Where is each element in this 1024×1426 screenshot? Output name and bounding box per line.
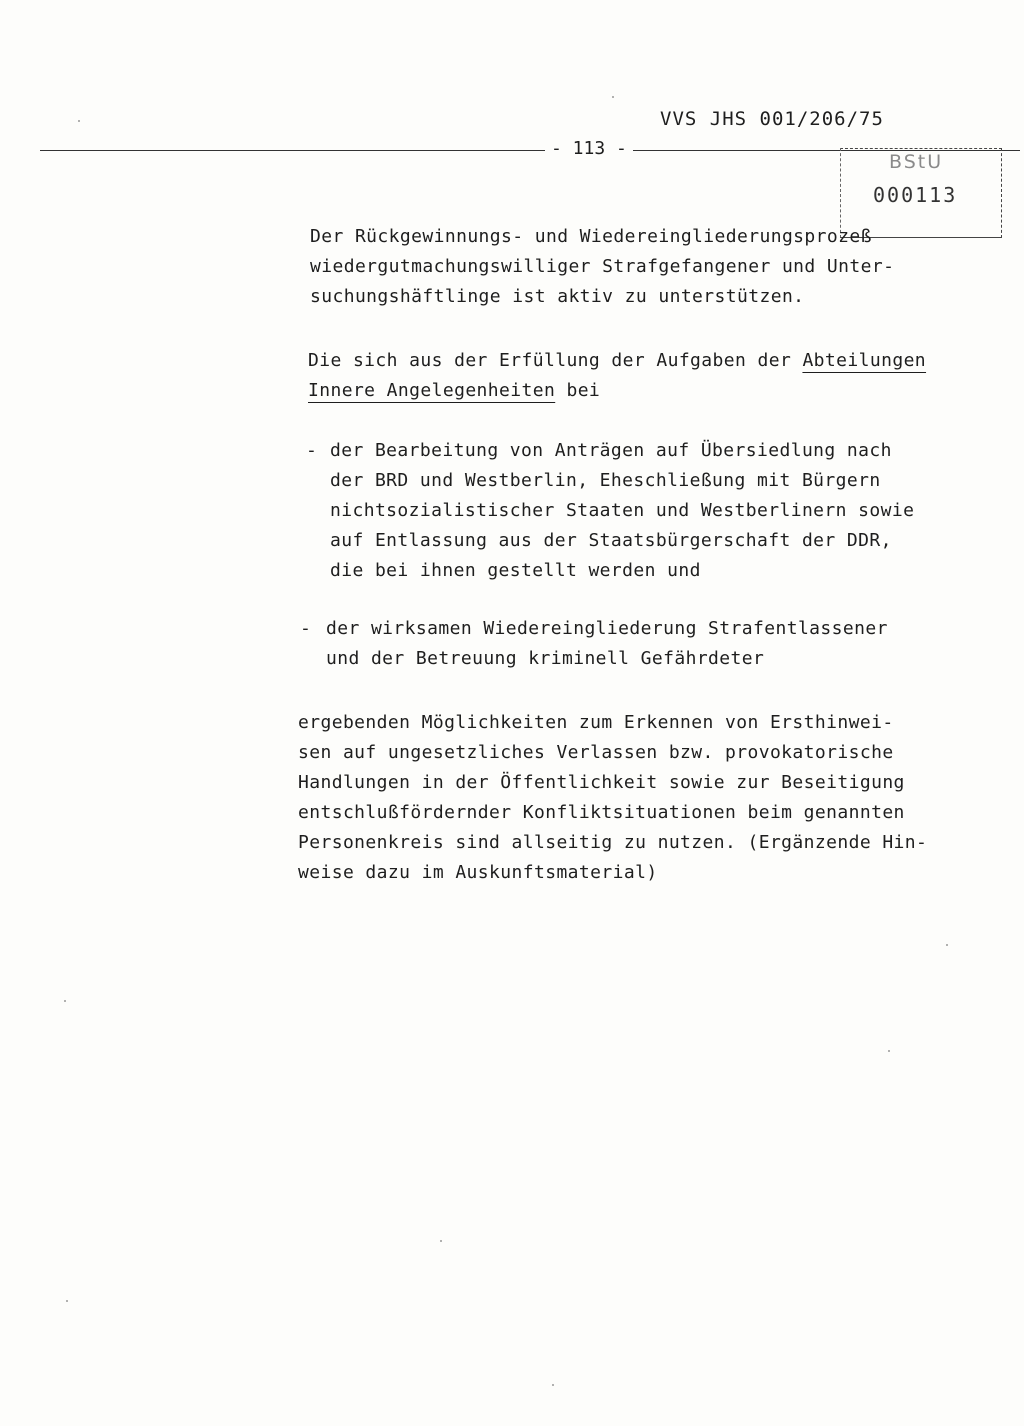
paragraph-2-line-1-start: Die sich aus der Erfüllung der Aufgaben der: [308, 350, 803, 371]
bullet-1-line-2: der BRD und Westberlin, Eheschließung mit Bürgern: [330, 470, 881, 491]
bullet-1-line-4: auf Entlassung aus der Staatsbürgerschaft der DDR,: [330, 530, 892, 551]
scan-speck: [612, 96, 614, 98]
paragraph-1-line-1: Der Rückgewinnungs- und Wiedereingliederungsprozeß: [310, 226, 872, 247]
scan-speck: [888, 1050, 890, 1052]
paragraph-3-line-6: weise dazu im Auskunftsmaterial): [298, 862, 658, 883]
paragraph-3: [298, 708, 927, 888]
bullet-2-text: [326, 614, 888, 674]
paragraph-2: [308, 346, 926, 406]
bullet-2-line-1: der wirksamen Wiedereingliederung Strafentlassener: [326, 618, 888, 639]
bullet-1-text: [330, 436, 914, 586]
paragraph-2-line-2-end: bei: [555, 380, 601, 401]
underlined-term-abteilungen: Abteilungen: [802, 350, 927, 371]
bullet-1-dash: -: [306, 440, 318, 461]
paragraph-1-line-3: suchungshäftlinge ist aktiv zu unterstützen.: [310, 286, 805, 307]
scan-speck: [66, 1300, 68, 1302]
stamp-label: BStU: [889, 151, 944, 173]
paragraph-3-line-3: Handlungen in der Öffentlichkeit sowie zur Beseitigung: [298, 772, 905, 793]
scan-speck: [440, 1240, 442, 1242]
bullet-1-line-3: nichtsozialistischer Staaten und Westberlinern sowie: [330, 500, 915, 521]
scan-speck: [552, 1384, 554, 1386]
paragraph-1-line-2: wiedergutmachungswilliger Strafgefangener und Unter-: [310, 256, 895, 277]
document-reference-number: VVS JHS 001/206/75: [660, 108, 884, 130]
underlined-term-innere-angelegenheiten: Innere Angelegenheiten: [308, 380, 556, 401]
paragraph-3-line-4: entschlußfördernder Konfliktsituationen beim genannten: [298, 802, 905, 823]
bullet-2-line-2: und der Betreuung kriminell Gefährdeter: [326, 648, 765, 669]
bullet-1-line-1: der Bearbeitung von Anträgen auf Übersiedlung nach: [330, 440, 892, 461]
stamp-number: 000113: [873, 183, 958, 207]
page-number: - 113 -: [545, 138, 633, 159]
bullet-1-line-5: die bei ihnen gestellt werden und: [330, 560, 701, 581]
scan-speck: [946, 944, 948, 946]
scan-speck: [78, 120, 80, 122]
bullet-2-dash: -: [300, 618, 312, 639]
paragraph-1: [310, 222, 894, 312]
paragraph-3-line-1: ergebenden Möglichkeiten zum Erkennen von Ersthinwei-: [298, 712, 894, 733]
paragraph-3-line-2: sen auf ungesetzliches Verlassen bzw. provokatorische: [298, 742, 894, 763]
paragraph-3-line-5: Personenkreis sind allseitig zu nutzen. (Ergänzende Hin-: [298, 832, 928, 853]
scan-speck: [64, 1000, 66, 1002]
